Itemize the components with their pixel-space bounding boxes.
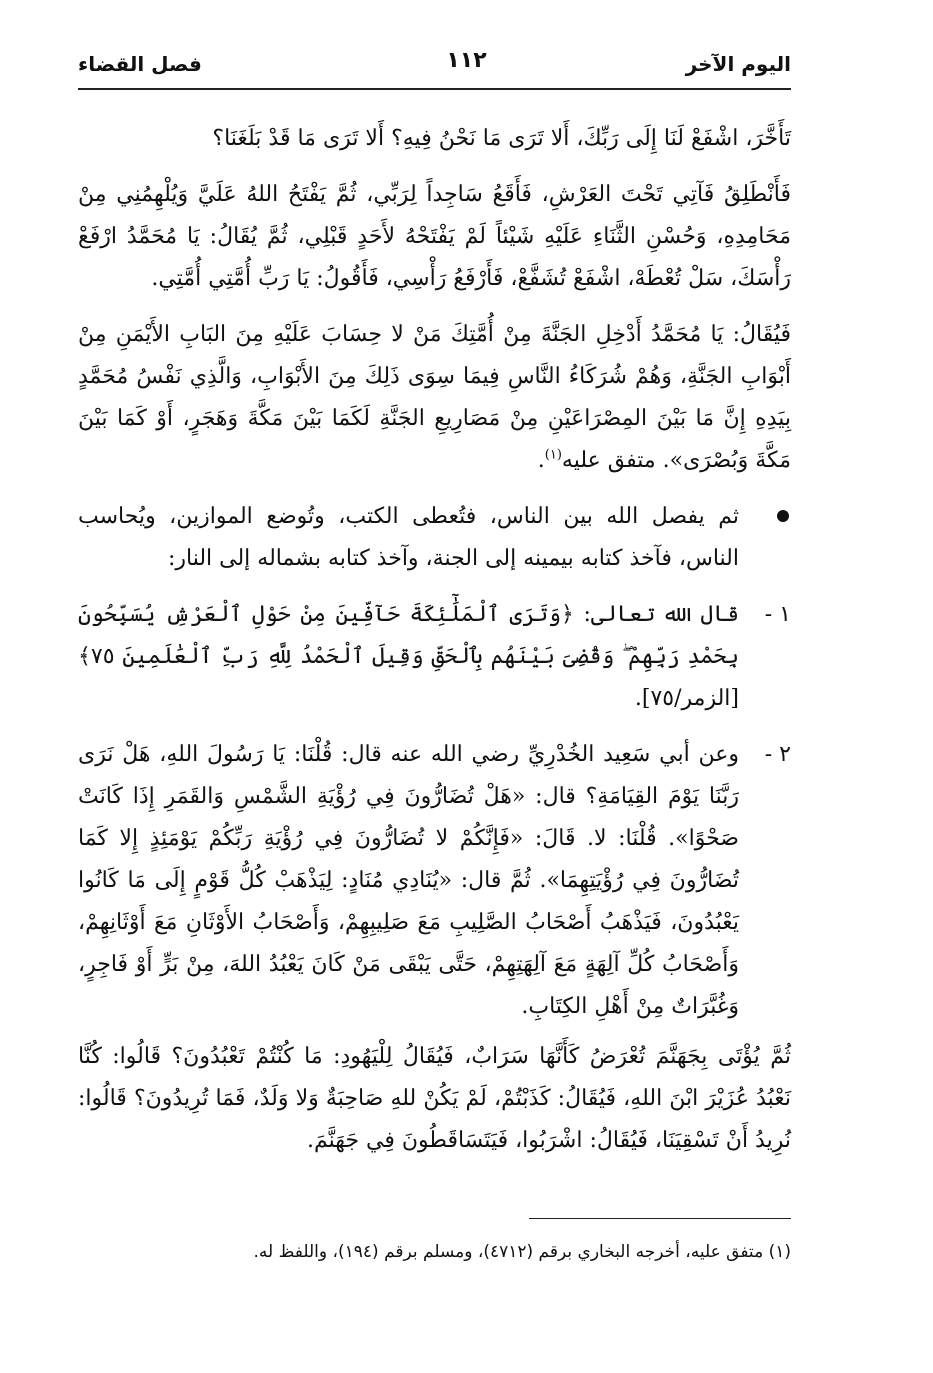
running-header-chapter: اليوم الآخر (685, 52, 791, 76)
paragraph-1: تَأَخَّرَ، اشْفَعْ لَنَا إِلَى رَبِّكَ، أَلا تَرَى مَا نَحْنُ فِيهِ؟ أَلا تَرَى مَا قَدْ بَلَغَنَا؟ (212, 126, 791, 151)
continuation-paragraph: ثُمَّ يُؤْتَى بِجَهَنَّمَ تُعْرَضُ كَأَنَّهَا سَرَابٌ، فَيُقَالُ لِلْيَهُودِ: مَا كُنْتُمْ تَعْبُدُونَ؟ قَالُوا: كُنَّا نَعْبُدُ عُزَيْرَ ابْنَ اللهِ، فَيُقَالُ: كَذَبْتُمْ، لَمْ يَكُنْ للهِ صَاحِبَةٌ وَلا وَلَدٌ، فَمَا تُرِيدُونَ؟ قَالُوا: نُرِيدُ أَنْ تَسْقِيَنَا، فَيُقَالُ: اشْرَبُوا، فَيَتَسَاقَطُونَ فِي جَهَنَّمَ. (78, 1044, 791, 1153)
numbered-item-1 (78, 594, 791, 720)
footnote-rule (529, 1218, 791, 1219)
footnote-marker: (١) (544, 447, 562, 463)
item-number: ٢ - (764, 742, 791, 767)
bullet-dot-icon (777, 510, 789, 522)
running-header-section: فصل القضاء (78, 52, 202, 76)
header-rule (78, 88, 791, 90)
numbered-item-2 (78, 734, 791, 1028)
page-number: ١١٢ (446, 48, 487, 73)
page-body (78, 118, 791, 1176)
paragraph-3-text: فَيُقَالُ: يَا مُحَمَّدُ أَدْخِلِ الجَنَّةَ مِنْ أُمَّتِكَ مَنْ لا حِسَابَ عَلَيْهِ مِنَ البَابِ الأَيْمَنِ مِنْ أَبْوَابِ الجَنَّةِ، وَهُمْ شُرَكَاءُ النَّاسِ فِيمَا سِوَى ذَلِكَ مِنَ الأَبْوَابِ، وَالَّذِي نَفْسُ مُحَمَّدٍ بِيَدِهِ إِنَّ مَا بَيْنَ المِصْرَاعَيْنِ مِنْ مَصَارِيعِ الجَنَّةِ لَكَمَا بَيْنَ مَكَّةَ وَهَجَرٍ، أَوْ كَمَا بَيْنَ مَكَّةَ وَبُصْرَى». متفق عليه (78, 322, 791, 473)
paragraph-3: فَيُقَالُ: يَا مُحَمَّدُ أَدْخِلِ الجَنَّةَ مِنْ أُمَّتِكَ مَنْ لا حِسَابَ عَلَيْهِ مِنَ البَابِ الأَيْمَنِ مِنْ أَبْوَابِ الجَنَّةِ، وَهُمْ شُرَكَاءُ النَّاسِ فِيمَا سِوَى ذَلِكَ مِنَ الأَبْوَابِ، وَالَّذِي نَفْسُ مُحَمَّدٍ بِيَدِهِ إِنَّ مَا بَيْنَ المِصْرَاعَيْنِ مِنْ مَصَارِيعِ الجَنَّةِ لَكَمَا بَيْنَ مَكَّةَ وَهَجَرٍ، أَوْ كَمَا بَيْنَ مَكَّةَ وَبُصْرَى». متفق عليه$^{(١)}$. (78, 322, 791, 473)
item-text: قال الله تعالى: ﴿وَتَرَى ٱلْمَلَٰٓئِكَةَ حَآفِّينَ مِنْ حَوْلِ ٱلْعَرْشِ يُسَبِّحُونَ بِحَمْدِ رَبِّهِمْ ۖ وَقُضِىَ بَيْنَهُم بِٱلْحَقِّ وَقِيلَ ٱلْحَمْدُ لِلَّهِ رَبِّ ٱلْعَٰلَمِينَ ٧٥﴾ [الزمر/٧٥]. (78, 602, 739, 711)
item-text: وعن أبي سَعِيد الخُدْرِيِّ رضي الله عنه قال: قُلْنَا: يَا رَسُولَ اللهِ، هَلْ نَرَى رَبَّنَا يَوْمَ القِيَامَةِ؟ قال: «هَلْ تُضَارُّونَ فِي رُؤْيَةِ الشَّمْسِ وَالقَمَرِ إِذَا كَانَتْ صَحْوًا». قُلْنَا: لا. قَالَ: «فَإِنَّكُمْ لا تُضَارُّونَ فِي رُؤْيَةِ رَبِّكُمْ يَوْمَئِذٍ إِلا كَمَا تُضَارُّونَ فِي رُؤْيَتِهِمَا». ثُمَّ قال: «يُنَادِي مُنَادٍ: لِيَذْهَبْ كُلُّ قَوْمٍ إِلَى مَا كَانُوا يَعْبُدُونَ، فَيَذْهَبُ أَصْحَابُ الصَّلِيبِ مَعَ صَلِيبِهِمْ، وَأَصْحَابُ الأَوْثَانِ مَعَ أَوْثَانِهِمْ، وَأَصْحَابُ كُلِّ آلِهَةٍ مَعَ آلِهَتِهِمْ، حَتَّى يَبْقَى مَنْ كَانَ يَعْبُدُ اللهَ، مِنْ بَرٍّ أَوْ فَاجِرٍ، وَغُبَّرَاتٌ مِنْ أَهْلِ الكِتَابِ. (78, 742, 739, 1019)
paragraph-2: فَأَنْطَلِقُ فَآتِي تَحْتَ العَرْشِ، فَأَقَعُ سَاجِداً لِرَبِّي، ثُمَّ يَفْتَحُ اللهُ عَلَيَّ وَيُلْهِمُنِي مِنْ مَحَامِدِهِ، وَحُسْنِ الثَّنَاءِ عَلَيْهِ شَيْئاً لَمْ يَفْتَحْهُ لأَحَدٍ قَبْلِي، ثُمَّ يُقَالُ: يَا مُحَمَّدُ ارْفَعْ رَأْسَكَ، سَلْ تُعْطَهْ، اشْفَعْ تُشَفَّعْ، فَأَرْفَعُ رَأْسِي، فَأَقُولُ: يَا رَبِّ أُمَّتِي أُمَّتِي. (78, 182, 791, 291)
footnote: (١) متفق عليه، أخرجه البخاري برقم (٤٧١٢)، ومسلم برقم (١٩٤)، واللفظ له. (253, 1242, 791, 1262)
bullet-item (78, 496, 791, 580)
bullet-text: ثم يفصل الله بين الناس، فتُعطى الكتب، وتُوضع الموازين، ويُحاسب الناس، فآخذ كتابه بيمينه إلى الجنة، وآخذ كتابه بشماله إلى النار: (78, 504, 739, 571)
item-number: ١ - (764, 602, 791, 627)
